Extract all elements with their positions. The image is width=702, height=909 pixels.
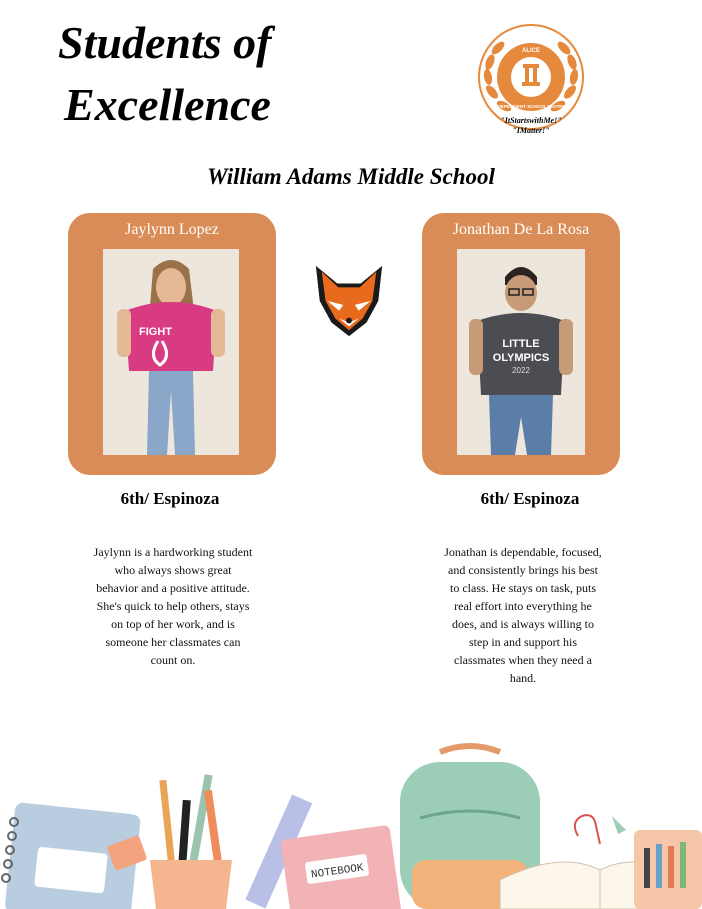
student-2-name: Jonathan De La Rosa bbox=[452, 221, 590, 238]
logo-top-text: ALICE bbox=[522, 48, 540, 54]
student-1-grade: 6th/ Espinoza bbox=[120, 489, 220, 508]
title-line-1: Students of bbox=[58, 17, 272, 68]
fox-mascot-logo bbox=[310, 262, 388, 340]
logo-ring-text: INDEPENDENT SCHOOL DISTRICT bbox=[492, 104, 570, 109]
student-2-shirt-text-2: OLYMPICS bbox=[492, 352, 550, 364]
student-1-description: Jaylynn is a hardworking student who always shows great behavior and a positive attitude. She's quick to help others, stays on top of her work, and is someone her classmates can count on. bbox=[93, 545, 253, 667]
student-2-photo bbox=[457, 249, 585, 455]
student-2-shirt-text-1: LITTLE bbox=[502, 338, 540, 350]
motto-line-1: "ItStartswithMe!" bbox=[500, 116, 562, 125]
student-1-photo bbox=[103, 249, 239, 455]
school-supplies-illustration bbox=[0, 740, 702, 909]
title-line-2: Excellence bbox=[64, 79, 271, 130]
colored-pencils-icon bbox=[634, 830, 702, 909]
student-card-1 bbox=[68, 213, 276, 475]
student-2-shirt-text-3: 2022 bbox=[512, 366, 530, 375]
push-pin-icon bbox=[612, 816, 626, 834]
student-2-grade: 6th/ Espinoza bbox=[480, 489, 580, 508]
student-1-name: Jaylynn Lopez bbox=[125, 221, 219, 238]
notebook-icon bbox=[280, 825, 401, 909]
motto-line-2: "IMatter!" bbox=[512, 126, 550, 135]
student-1-shirt-text: FIGHT bbox=[139, 326, 172, 338]
student-card-2 bbox=[422, 213, 620, 475]
pencil-cup-icon bbox=[150, 774, 232, 909]
district-motto bbox=[470, 116, 592, 136]
paper-clip-icon bbox=[575, 815, 600, 844]
page-title bbox=[58, 12, 271, 136]
student-2-description: Jonathan is dependable, focused, and consistently brings his best to class. He stays on task, puts real effort into everything he does, and is always willing to step in and support his classmates when they need a hand. bbox=[444, 545, 602, 685]
school-name: William Adams Middle School bbox=[207, 164, 495, 189]
notebook-label: NOTEBOOK bbox=[310, 862, 365, 882]
